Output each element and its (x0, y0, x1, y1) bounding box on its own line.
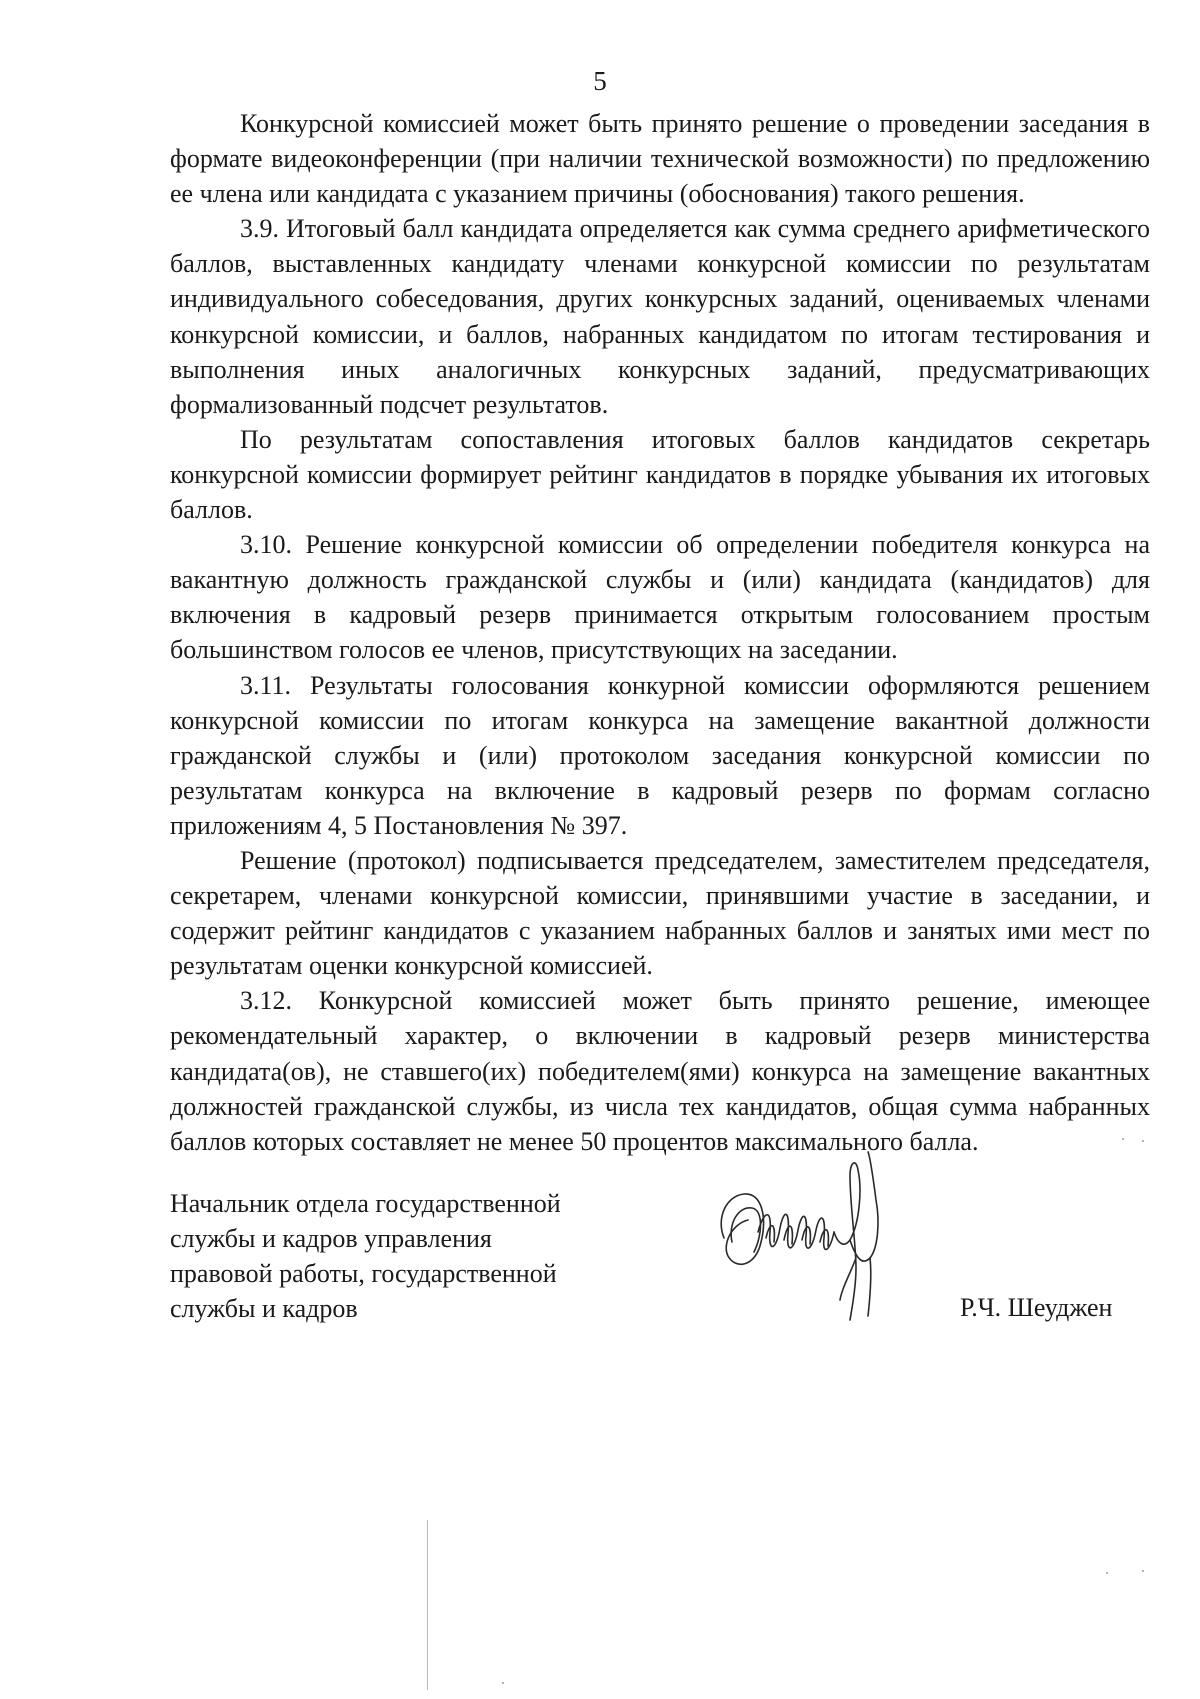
signatory-title-line: службы и кадров (170, 1294, 358, 1323)
scan-artifact-line (427, 1520, 428, 1690)
signatory-title-line: правовой работы, государственной (170, 1259, 557, 1288)
paragraph-3-11: 3.11. Результаты голосования конкурной комиссии оформляются решением конкурсной комиссии по итогам конкурса на замещение вакантной должности гражданской службы и (или) протоколом заседания конкурсной комиссии по результатам конкурса на включение в кадровый резерв по формам согласно приложениям 4, 5 Постановления № 397. (170, 670, 1150, 840)
document-body (170, 106, 1150, 1159)
paragraph-rating: По результатам сопоставления итоговых баллов кандидатов секретарь конкурсной комиссии формирует рейтинг кандидатов в порядке убывания их итоговых баллов. (170, 424, 1150, 525)
signatory-title-line: Начальник отдела государственной (170, 1189, 561, 1218)
signatory-title (170, 1186, 640, 1326)
paragraph-3-9: 3.9. Итоговый балл кандидата определяется как сумма среднего арифметического баллов, выставленных кандидату членами конкурсной комиссии по результатам индивидуального собеседования, других конкурсных заданий, оцениваемых членами конкурсной комиссии, и баллов, набранных кандидатом по итогам тестирования и выполнения иных аналогичных конкурсных заданий, предусматривающих формализованный подсчет результатов. (170, 214, 1150, 419)
paragraph-videoconference: Конкурсной комиссией может быть принято решение о проведении заседания в формате видеоконференции (при наличии технической возможности) по предложению ее члена или кандидата с указанием причины (обоснования) такого решения. (170, 109, 1150, 209)
paragraph-3-10: 3.10. Решение конкурсной комиссии об определении победителя конкурса на вакантную должность гражданской службы и (или) кандидата (кандидатов) для включения в кадровый резерв принимается открытым голосованием простым большинством голосов ее членов, присутствующих на заседании. (170, 530, 1150, 665)
scan-artifact-dot (1122, 1138, 1124, 1140)
scan-artifact-dot (1142, 1570, 1144, 1572)
paragraph-protocol: Решение (протокол) подписывается председателем, заместителем председателя, секретарем, членами конкурсной комиссии, принявшими участие в заседании, и содержит рейтинг кандидатов с указанием набранных баллов и занятых ими мест по результатам оценки конкурсной комиссией. (170, 845, 1150, 981)
signatory-title-line: службы и кадров управления (170, 1224, 492, 1253)
scan-artifact-dot (502, 1682, 504, 1684)
scan-artifact-dot (1142, 1140, 1144, 1142)
signatory-name: Р.Ч. Шеуджен (960, 1293, 1113, 1322)
paragraph-3-12: 3.12. Конкурсной комиссией может быть принято решение, имеющее рекомендательный характер, о включении в кадровый резерв министерства кандидата(ов), не ставшего(их) победителем(ями) конкурса на замещение вакантных должностей гражданской службы, из числа тех кандидатов, общая сумма набранных баллов которых составляет не менее 50 процентов максимального балла. (170, 986, 1150, 1156)
handwritten-signature (710, 1148, 910, 1328)
scan-artifact-dot (1106, 1572, 1108, 1574)
page-number: 5 (593, 66, 607, 96)
